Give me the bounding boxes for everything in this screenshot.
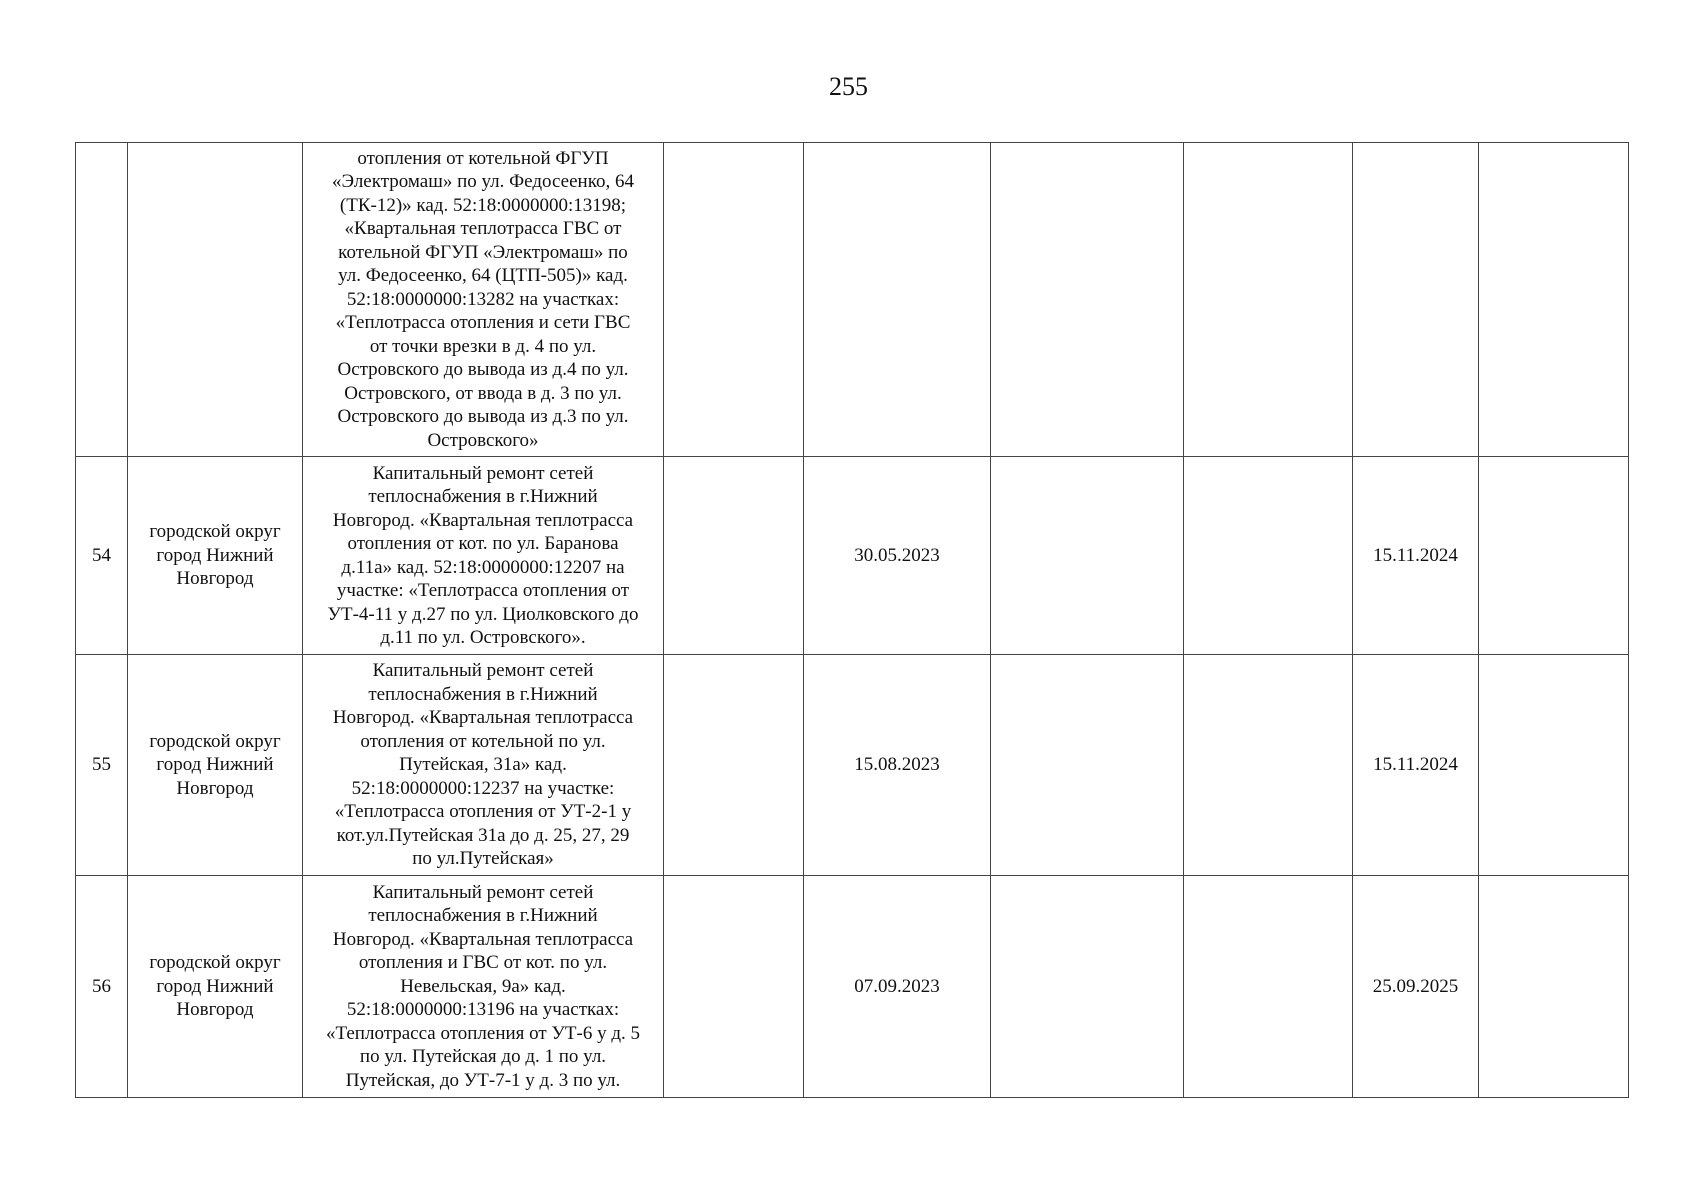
district-cell: городской округ город Нижний Новгород <box>128 655 303 876</box>
row-number-cell <box>76 143 128 457</box>
end-date-cell: 15.11.2024 <box>1353 655 1479 876</box>
empty-cell <box>1184 876 1353 1098</box>
district-cell: городской округ город Нижний Новгород <box>128 457 303 655</box>
end-date-cell: 15.11.2024 <box>1353 457 1479 655</box>
empty-cell <box>991 876 1184 1098</box>
table-row <box>76 655 1629 876</box>
description-cell <box>303 655 664 876</box>
start-date-cell <box>804 143 991 457</box>
empty-cell <box>1479 143 1629 457</box>
empty-cell <box>1184 143 1353 457</box>
empty-cell <box>664 457 804 655</box>
end-date-cell: 25.09.2025 <box>1353 876 1479 1098</box>
table-row <box>76 457 1629 655</box>
row-number-cell: 56 <box>76 876 128 1098</box>
empty-cell <box>991 655 1184 876</box>
start-date-cell: 07.09.2023 <box>804 876 991 1098</box>
empty-cell <box>1184 655 1353 876</box>
description-cell <box>303 876 664 1098</box>
empty-cell <box>1479 655 1629 876</box>
description-text: Капитальный ремонт сетей теплоснабжения в г.Нижний Новгород. «Квартальная теплотрасса отопления от кот. по ул. Баранова д.11а» кад. 52:18:0000000:12207 на участке: «Теплотрасса отопления от УТ-4-11 у д.27 по ул. Циолковского до д.11 по ул. Островского». <box>327 462 639 648</box>
empty-cell <box>664 143 804 457</box>
empty-cell <box>664 876 804 1098</box>
row-number-cell: 55 <box>76 655 128 876</box>
row-number-cell: 54 <box>76 457 128 655</box>
start-date-cell: 15.08.2023 <box>804 655 991 876</box>
empty-cell <box>1479 876 1629 1098</box>
table-row <box>76 143 1629 457</box>
description-text: отопления от котельной ФГУП «Электромаш» по ул. Федосеенко, 64 (ТК-12)» кад. 52:18:0000000:13198; «Квартальная теплотрасса ГВС от котельной ФГУП «Электромаш» по ул. Федосеенко, 64 (ЦТП-505)» кад. 52:18:0000000:13282 на участках: «Теплотрасса отопления и сети ГВС от точки врезки в д. 4 по ул. Островского до вывода из д.4 по ул. Островского, от ввода в д. 3 по ул. Островского до вывода из д.3 по ул. Островского» <box>332 147 634 451</box>
empty-cell <box>664 655 804 876</box>
works-table <box>75 142 1629 1098</box>
district-cell <box>128 143 303 457</box>
table-row <box>76 876 1629 1098</box>
page-number: 255 <box>829 72 868 101</box>
description-cell <box>303 143 664 457</box>
empty-cell <box>1184 457 1353 655</box>
empty-cell <box>1479 457 1629 655</box>
start-date-cell: 30.05.2023 <box>804 457 991 655</box>
end-date-cell <box>1353 143 1479 457</box>
district-cell: городской округ город Нижний Новгород <box>128 876 303 1098</box>
description-text: Капитальный ремонт сетей теплоснабжения в г.Нижний Новгород. «Квартальная теплотрасса отопления и ГВС от кот. по ул. Невельская, 9а» кад. 52:18:0000000:13196 на участках: «Теплотрасса отопления от УТ-6 у д. 5 по ул. Путейская до д. 1 по ул. Путейская, до УТ-7-1 у д. 3 по ул. <box>325 881 641 1091</box>
empty-cell <box>991 143 1184 457</box>
description-text: Капитальный ремонт сетей теплоснабжения в г.Нижний Новгород. «Квартальная теплотрасса отопления от котельной по ул. Путейская, 31а» кад. 52:18:0000000:12237 на участке: «Теплотрасса отопления от УТ-2-1 у кот.ул.Путейская 31а до д. 25, 27, 29 по ул.Путейская» <box>332 660 634 870</box>
empty-cell <box>991 457 1184 655</box>
description-cell <box>303 457 664 655</box>
